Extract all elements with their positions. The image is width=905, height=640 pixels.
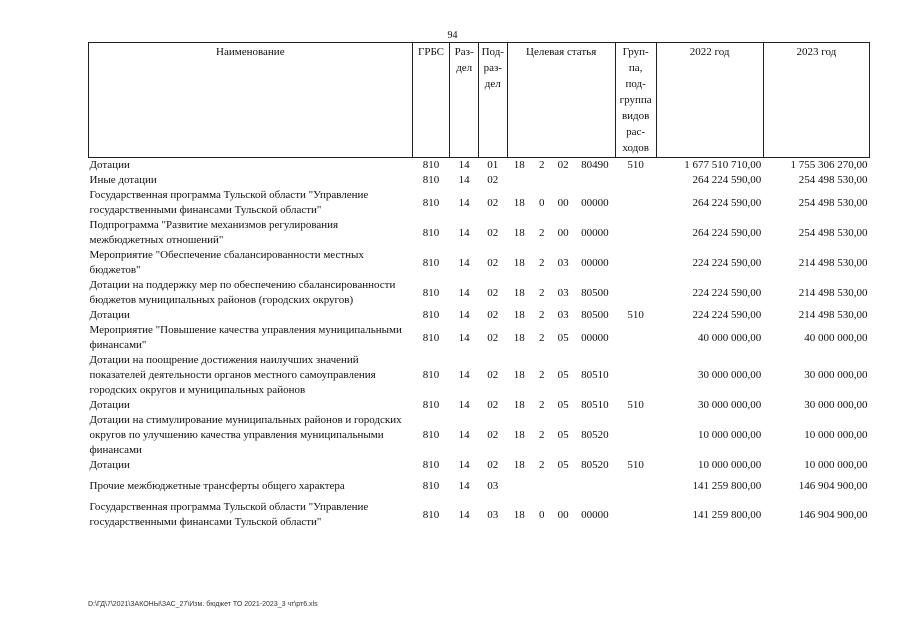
row-amount-2022: 30 000 000,00	[698, 399, 762, 411]
row-target-direction: 80500	[581, 286, 609, 299]
row-podrazdel: 02	[487, 256, 499, 269]
row-target-direction: 00000	[581, 196, 609, 209]
row-razdel: 14	[458, 508, 470, 521]
row-target-direction: 80510	[581, 369, 609, 381]
row-target-direction	[574, 173, 615, 188]
row-target-subprogram: 2	[539, 159, 545, 171]
row-target-subprogram	[532, 473, 552, 500]
row-amount-2022: 264 224 590,00	[692, 196, 762, 209]
row-target-event: 05	[557, 331, 569, 344]
row-amount-2023: 146 904 900,00	[798, 480, 868, 492]
row-amount-2023: 214 498 530,00	[798, 286, 868, 299]
row-podrazdel: 02	[487, 226, 499, 239]
row-name: Дотации	[89, 309, 130, 321]
table-row	[89, 308, 870, 323]
row-razdel: 14	[458, 196, 470, 209]
row-grbs: 810	[422, 459, 440, 471]
row-amount-2023: 254 498 530,00	[798, 226, 868, 239]
row-target-event	[552, 173, 574, 188]
row-expense-group	[615, 413, 656, 458]
row-amount-2023: 254 498 530,00	[798, 174, 868, 186]
row-target-program: 18	[513, 226, 525, 239]
row-expense-group: 510	[627, 309, 644, 321]
row-target-event: 05	[557, 399, 569, 411]
row-grbs: 810	[422, 174, 440, 186]
row-expense-group	[615, 278, 656, 308]
row-target-event	[552, 473, 574, 500]
row-target-subprogram: 0	[539, 508, 545, 521]
row-target-event: 03	[557, 286, 569, 299]
row-podrazdel: 01	[487, 159, 499, 171]
table-row	[89, 500, 870, 530]
row-grbs: 810	[422, 159, 440, 171]
row-amount-2022: 40 000 000,00	[698, 331, 762, 344]
row-target-subprogram: 2	[539, 459, 545, 471]
row-target-event: 00	[557, 196, 569, 209]
row-target-subprogram: 2	[539, 331, 545, 344]
row-target-direction: 80510	[581, 399, 609, 411]
row-target-direction: 80520	[581, 429, 609, 441]
row-expense-group	[615, 500, 656, 530]
row-target-program: 18	[513, 196, 525, 209]
row-grbs: 810	[422, 196, 440, 209]
row-razdel: 14	[458, 256, 470, 269]
row-grbs: 810	[422, 480, 440, 492]
header-name: Наименование	[89, 43, 413, 158]
budget-table	[88, 42, 870, 530]
table-row	[89, 173, 870, 188]
row-podrazdel: 02	[487, 429, 499, 441]
row-amount-2022: 30 000 000,00	[698, 369, 762, 381]
row-target-program	[507, 173, 532, 188]
row-amount-2022: 10 000 000,00	[698, 429, 762, 441]
table-row	[89, 398, 870, 413]
row-target-event: 05	[557, 429, 569, 441]
table-row	[89, 218, 870, 248]
row-amount-2023: 30 000 000,00	[804, 369, 868, 381]
row-expense-group	[615, 473, 656, 500]
row-razdel: 14	[458, 159, 470, 171]
row-expense-group	[615, 323, 656, 353]
row-amount-2023: 1 755 306 270,00	[790, 159, 868, 171]
row-expense-group	[615, 218, 656, 248]
row-amount-2022: 264 224 590,00	[692, 174, 762, 186]
row-target-subprogram: 2	[539, 226, 545, 239]
row-grbs: 810	[422, 508, 440, 521]
row-podrazdel: 02	[487, 196, 499, 209]
row-target-direction: 00000	[581, 331, 609, 344]
row-target-event: 00	[557, 226, 569, 239]
row-grbs: 810	[422, 399, 440, 411]
row-expense-group: 510	[627, 159, 644, 171]
row-amount-2022: 141 259 800,00	[692, 480, 762, 492]
row-grbs: 810	[422, 331, 440, 344]
row-podrazdel: 02	[487, 369, 499, 381]
row-razdel: 14	[458, 429, 470, 441]
row-name: Мероприятие "Обеспечение сбалансированности местных бюджетов"	[89, 249, 364, 276]
row-target-direction	[574, 473, 615, 500]
row-amount-2022: 141 259 800,00	[692, 508, 762, 521]
row-amount-2022: 1 677 510 710,00	[684, 159, 762, 171]
row-amount-2023: 30 000 000,00	[804, 399, 868, 411]
table-row	[89, 248, 870, 278]
row-target-subprogram: 2	[539, 429, 545, 441]
row-podrazdel: 03	[487, 508, 499, 521]
page-number: 94	[447, 30, 458, 41]
header-target-article: Целевая статья	[507, 43, 615, 158]
footer-file-path: D:\ГД\7\2021\ЗАКОНЫ\ЗАС_27\Изм. бюджет ТО 2021-2023_3 чт\рт6.xls	[88, 601, 318, 608]
row-target-program: 18	[513, 429, 525, 441]
row-amount-2022: 264 224 590,00	[692, 226, 762, 239]
row-podrazdel: 02	[487, 459, 499, 471]
row-target-program: 18	[513, 159, 525, 171]
table-header-row	[89, 43, 870, 158]
row-amount-2023: 40 000 000,00	[804, 331, 868, 344]
header-grbs: ГРБС	[412, 43, 450, 158]
row-podrazdel: 02	[487, 174, 499, 186]
row-target-program	[507, 473, 532, 500]
row-razdel: 14	[458, 369, 470, 381]
row-podrazdel: 02	[487, 309, 499, 321]
row-razdel: 14	[458, 174, 470, 186]
row-razdel: 14	[458, 399, 470, 411]
row-name: Дотации	[89, 459, 130, 471]
row-target-event: 02	[557, 159, 569, 171]
row-name: Дотации	[89, 399, 130, 411]
row-name: Государственная программа Тульской области "Управление государственными финансами Тульской области"	[89, 501, 369, 528]
row-target-event: 05	[557, 369, 569, 381]
row-grbs: 810	[422, 309, 440, 321]
table-row	[89, 158, 870, 174]
table-row	[89, 323, 870, 353]
row-razdel: 14	[458, 331, 470, 344]
row-podrazdel: 03	[487, 480, 499, 492]
row-razdel: 14	[458, 480, 470, 492]
table-row	[89, 458, 870, 473]
row-target-program: 18	[513, 369, 525, 381]
row-expense-group	[615, 173, 656, 188]
row-amount-2023: 254 498 530,00	[798, 196, 868, 209]
row-podrazdel: 02	[487, 399, 499, 411]
row-target-program: 18	[513, 256, 525, 269]
header-razdel: Раз- дел	[450, 43, 479, 158]
row-name: Подпрограмма "Развитие механизмов регулирования межбюджетных отношений"	[89, 219, 339, 246]
row-expense-group	[615, 188, 656, 218]
row-amount-2023: 146 904 900,00	[798, 508, 868, 521]
row-name: Дотации на поощрение достижения наилучших значений показателей деятельности органов местного самоуправления городских округов и муниципальных районов	[89, 354, 376, 396]
row-target-event: 03	[557, 309, 569, 321]
table-row	[89, 278, 870, 308]
row-grbs: 810	[422, 429, 440, 441]
row-name: Иные дотации	[89, 174, 157, 186]
row-target-subprogram: 2	[539, 286, 545, 299]
row-name: Мероприятие "Повышение качества управления муниципальными финансами"	[89, 324, 402, 351]
row-name: Дотации на поддержку мер по обеспечению сбалансированности бюджетов муниципальных районов (городских округов)	[89, 279, 396, 306]
row-amount-2023: 10 000 000,00	[804, 459, 868, 471]
row-expense-group: 510	[627, 459, 644, 471]
row-target-subprogram: 0	[539, 196, 545, 209]
header-2022: 2022 год	[656, 43, 763, 158]
row-grbs: 810	[422, 226, 440, 239]
row-name: Дотации	[89, 159, 130, 171]
row-amount-2022: 224 224 590,00	[692, 256, 762, 269]
row-podrazdel: 02	[487, 331, 499, 344]
row-target-direction: 80500	[581, 309, 609, 321]
row-grbs: 810	[422, 369, 440, 381]
row-target-direction: 00000	[581, 508, 609, 521]
row-grbs: 810	[422, 286, 440, 299]
row-amount-2023: 10 000 000,00	[804, 429, 868, 441]
table-row	[89, 473, 870, 500]
row-amount-2022: 10 000 000,00	[698, 459, 762, 471]
row-target-event: 03	[557, 256, 569, 269]
row-amount-2023: 214 498 530,00	[798, 309, 868, 321]
row-target-subprogram	[532, 173, 552, 188]
row-razdel: 14	[458, 226, 470, 239]
row-target-subprogram: 2	[539, 369, 545, 381]
header-podrazdel: Под- раз- дел	[478, 43, 507, 158]
row-target-direction: 00000	[581, 226, 609, 239]
row-razdel: 14	[458, 309, 470, 321]
row-razdel: 14	[458, 459, 470, 471]
row-name: Прочие межбюджетные трансферты общего характера	[89, 480, 345, 492]
row-target-program: 18	[513, 309, 525, 321]
table-row	[89, 353, 870, 398]
row-amount-2022: 224 224 590,00	[692, 309, 762, 321]
row-target-subprogram: 2	[539, 399, 545, 411]
row-name: Государственная программа Тульской области "Управление государственными финансами Тульской области"	[89, 189, 369, 216]
table-row	[89, 413, 870, 458]
row-target-event: 00	[557, 508, 569, 521]
row-expense-group	[615, 353, 656, 398]
row-grbs: 810	[422, 256, 440, 269]
row-amount-2022: 224 224 590,00	[692, 286, 762, 299]
table-body	[89, 158, 870, 531]
header-2023: 2023 год	[763, 43, 869, 158]
row-target-program: 18	[513, 508, 525, 521]
row-target-event: 05	[557, 459, 569, 471]
row-target-subprogram: 2	[539, 256, 545, 269]
row-amount-2023: 214 498 530,00	[798, 256, 868, 269]
row-target-program: 18	[513, 331, 525, 344]
row-target-subprogram: 2	[539, 309, 545, 321]
row-name: Дотации на стимулирование муниципальных районов и городских округов по улучшению качества управления муниципальными финансами	[89, 414, 402, 456]
row-target-direction: 80490	[581, 159, 609, 171]
row-expense-group	[615, 248, 656, 278]
row-target-direction: 80520	[581, 459, 609, 471]
row-target-program: 18	[513, 399, 525, 411]
row-podrazdel: 02	[487, 286, 499, 299]
row-target-program: 18	[513, 286, 525, 299]
header-expense-group: Груп- па, под- группа видов рас- ходов	[615, 43, 656, 158]
row-target-program: 18	[513, 459, 525, 471]
table-row	[89, 188, 870, 218]
row-razdel: 14	[458, 286, 470, 299]
row-target-direction: 00000	[581, 256, 609, 269]
row-expense-group: 510	[627, 399, 644, 411]
